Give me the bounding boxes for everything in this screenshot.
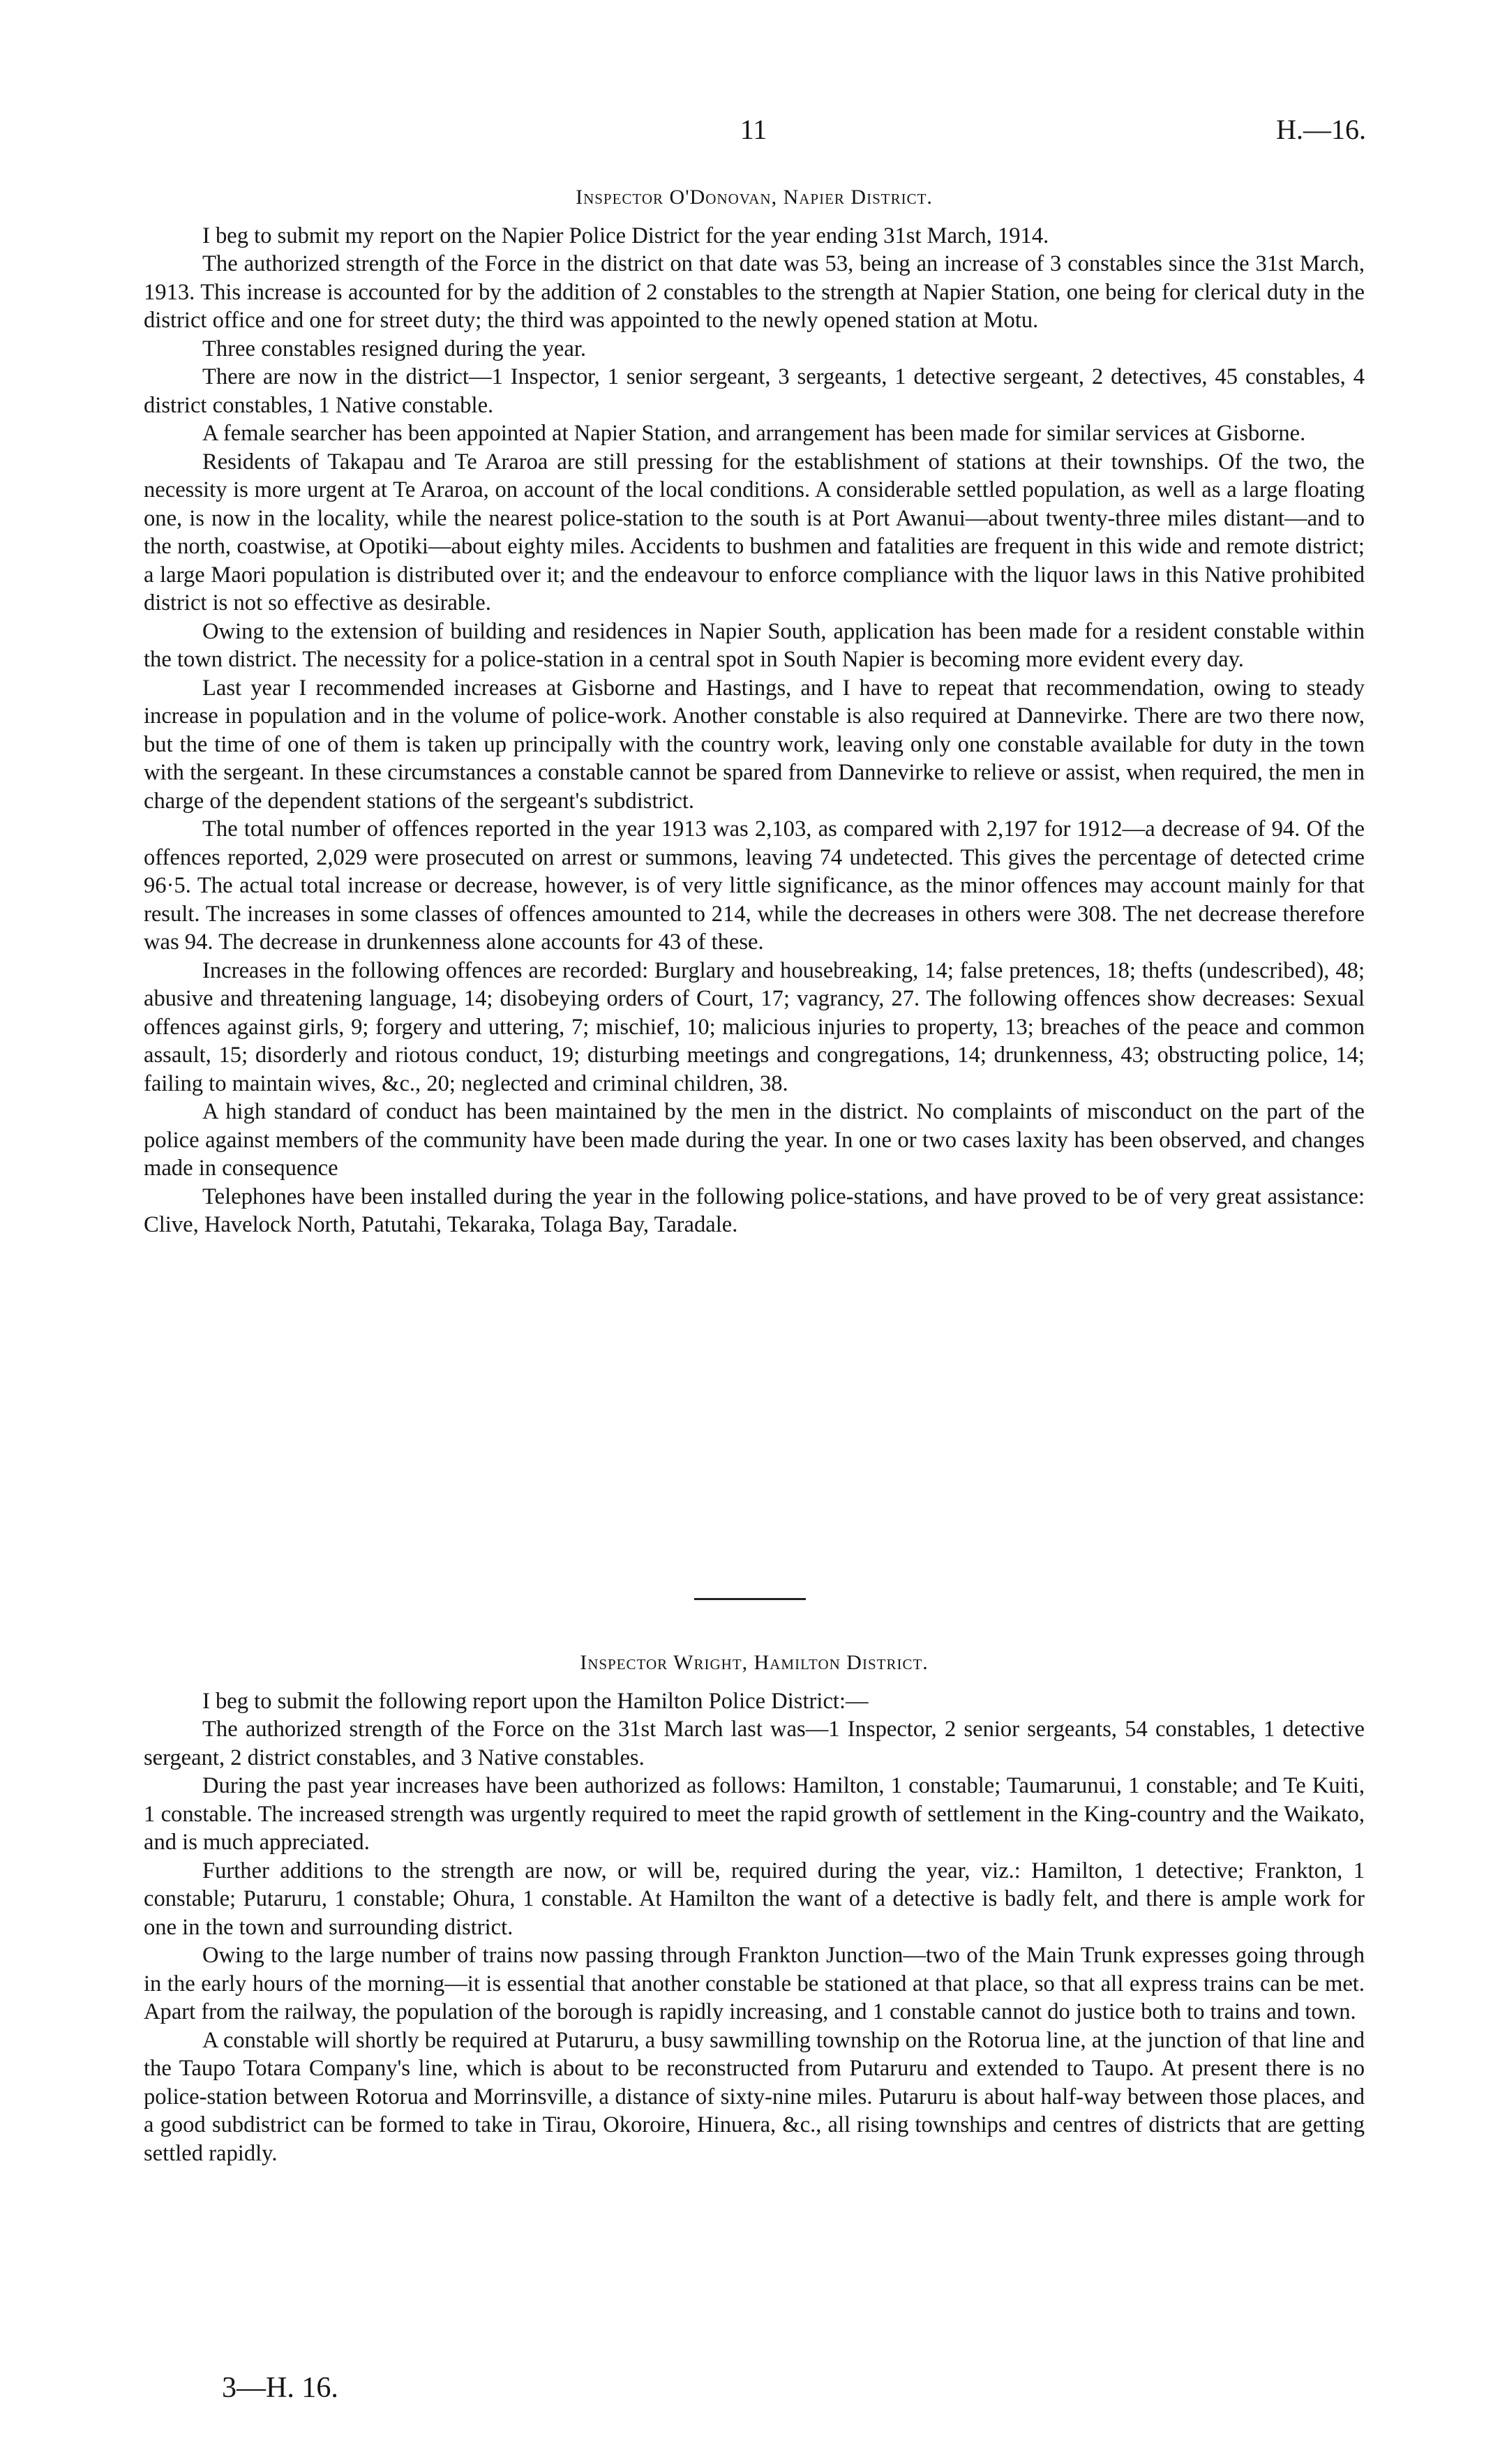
paragraph: Owing to the large number of trains now passing through Frankton Junction—two of the Main Trunk expresses going through in the early hours of the morning—it is essential that another constable be stationed at that place, so that all express trains can be met. Apart from the railway, the population of the borough is rapidly increasing, and 1 constable cannot do justice both to trains and town. xyxy=(144,1943,1365,2024)
paragraph: Three constables resigned during the year. xyxy=(202,336,587,361)
paragraph: During the past year increases have been authorized as follows: Hamilton, 1 constable; Taumarunui, 1 constable; and Te Kuiti, 1 constable. The increased strength was urgently required to meet the rapid growth of settlement in the King-country and the Waikato, and is much appreciated. xyxy=(144,1773,1365,1855)
paragraph: A female searcher has been appointed at Napier Station, and arrangement has been made for similar services at Gisborne. xyxy=(202,421,1306,446)
section-divider xyxy=(694,1598,806,1600)
paragraph: Telephones have been installed during the year in the following police-stations, and have proved to be of very great assistance: Clive, Havelock North, Patutahi, Tekaraka, Tolaga Bay, Taradale. xyxy=(144,1184,1365,1237)
paragraph: Increases in the following offences are recorded: Burglary and housebreaking, 14; false pretences, 18; thefts (undescribed), 48; abusive and threatening language, 14; disobeying orders of Court, 17; vagrancy, 27. The following offences show decreases: Sexual offences against girls, 9; forgery and uttering, 7; mischief, 10; malicious injuries to property, 13; breaches of the peace and common assault, 15; disorderly and riotous conduct, 19; disturbing meetings and congregations, 14; drunkenness, 43; obstructing police, 14; failing to maintain wives, &c., 20; neglected and criminal children, 38. xyxy=(144,957,1365,1096)
paragraph: Owing to the extension of building and residences in Napier South, application has been made for a resident constable within the town district. The necessity for a police-station in a central spot in South Napier is becoming more evident every day. xyxy=(144,618,1365,672)
page-number: 11 xyxy=(740,114,767,145)
sheet-reference: 3—H. 16. xyxy=(222,2372,338,2404)
section-napier-report xyxy=(144,184,1365,1239)
paragraph: A constable will shortly be required at Putaruru, a busy sawmilling township on the Rotorua line, at the junction of that line and the Taupo Totara Company's line, which is about to be reconstructed from Putaruru and extended to Taupo. At present there is no police-station between Rotorua and Morrinsville, a distance of sixty-nine miles. Putaruru is about half-way between those places, and a good subdistrict can be formed to take in Tirau, Okoroire, Hinuera, &c., all rising townships and centres of districts that are getting settled rapidly. xyxy=(144,2027,1365,2166)
paragraph: I beg to submit the following report upon the Hamilton Police District:— xyxy=(202,1688,869,1714)
paragraph: The authorized strength of the Force on the 31st March last was—1 Inspector, 2 senior sergeants, 54 constables, 1 detective sergeant, 2 district constables, and 3 Native constables. xyxy=(144,1717,1365,1770)
section-hamilton-report xyxy=(144,1649,1365,2167)
section-heading: Inspector Wright, Hamilton District. xyxy=(580,1651,929,1674)
paragraph: Further additions to the strength are now, or will be, required during the year, viz.: Hamilton, 1 detective; Frankton, 1 constable; Putaruru, 1 constable; Ohura, 1 constable. At Hamilton the want of a detective is badly felt, and there is ample work for one in the town and surrounding district. xyxy=(144,1858,1365,1940)
document-reference: H.—16. xyxy=(1276,114,1366,145)
paragraph: Residents of Takapau and Te Araroa are still pressing for the establishment of stations at their townships. Of the two, the necessity is more urgent at Te Araroa, on account of the local conditions. A considerable settled population, as well as a large floating one, is now in the locality, while the nearest police-station to the south is at Port Awanui—about twenty-three miles distant—and to the north, coastwise, at Opotiki—about eighty miles. Accidents to bushmen and fatalities are frequent in this wide and remote district; a large Maori population is distributed over it; and the endeavour to enforce compliance with the liquor laws in this Native prohibited district is not so effective as desirable. xyxy=(144,449,1365,615)
paragraph: Last year I recommended increases at Gisborne and Hastings, and I have to repeat that recommendation, owing to steady increase in population and in the volume of police-work. Another constable is also required at Dannevirke. There are two there now, but the time of one of them is taken up principally with the country work, leaving only one constable available for duty in the town with the sergeant. In these circumstances a constable cannot be spared from Dannevirke to relieve or assist, when required, the men in charge of the dependent stations of the sergeant's subdistrict. xyxy=(144,675,1365,814)
section-heading: Inspector O'Donovan, Napier District. xyxy=(576,186,933,209)
paragraph: The authorized strength of the Force in the district on that date was 53, being an increase of 3 constables since the 31st March, 1913. This increase is accounted for by the addition of 2 constables to the strength at Napier Station, one being for clerical duty in the district office and one for street duty; the third was appointed to the newly opened station at Motu. xyxy=(144,251,1365,333)
paragraph: The total number of offences reported in the year 1913 was 2,103, as compared with 2,197 for 1912—a decrease of 94. Of the offences reported, 2,029 were prosecuted on arrest or summons, leaving 74 undetected. This gives the percentage of detected crime 96·5. The actual total increase or decrease, however, is of very little significance, as the minor offences may account mainly for that result. The increases in some classes of offences amounted to 214, while the decreases in others were 308. The net decrease therefore was 94. The decrease in drunkenness alone accounts for 43 of these. xyxy=(144,816,1365,955)
paragraph: A high standard of conduct has been maintained by the men in the district. No complaints of misconduct on the part of the police against members of the community have been made during the year. In one or two cases laxity has been observed, and changes made in consequence xyxy=(144,1099,1365,1181)
paragraph: I beg to submit my report on the Napier Police District for the year ending 31st March, 1914. xyxy=(202,223,1049,248)
paragraph: There are now in the district—1 Inspector, 1 senior sergeant, 3 sergeants, 1 detective sergeant, 2 detectives, 45 constables, 4 district constables, 1 Native constable. xyxy=(144,364,1365,418)
